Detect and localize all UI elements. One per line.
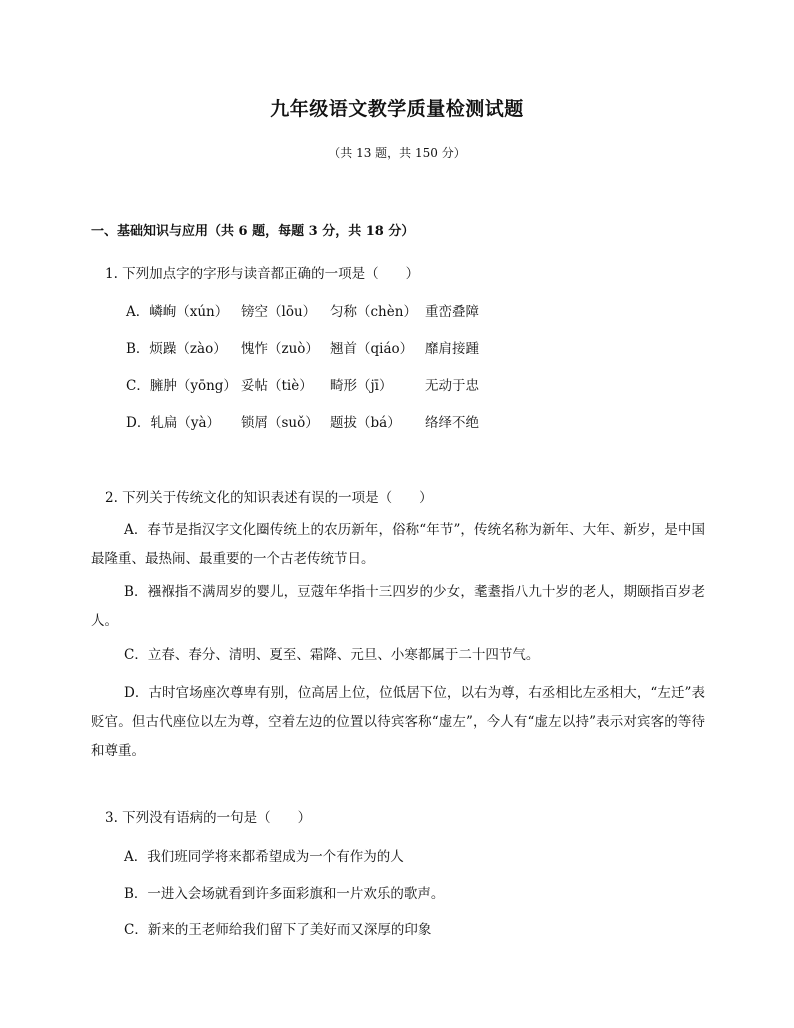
- option-cell: 畸形（jī）: [330, 378, 393, 394]
- option-cell: 镑空（lōu）: [241, 304, 317, 320]
- option-cell: 无动于忠: [425, 378, 479, 394]
- question-3-option-b: B．一进入会场就看到许多面彩旗和一片欢乐的歌声。: [124, 886, 445, 902]
- exam-title: 九年级语文教学质量检测试题: [270, 98, 524, 120]
- section-heading: 一、基础知识与应用（共 6 题，每题 3 分，共 18 分）: [91, 224, 415, 239]
- option-cell: 妥帖（tiè）: [241, 378, 313, 394]
- option-cell: 络绎不绝: [425, 415, 479, 431]
- question-2-option-a: A．春节是指汉字文化圈传统上的农历新年，俗称“年节”，传统名称为新年、大年、新岁，是中国最隆重、最热闹、最重要的一个古老传统节日。: [91, 522, 705, 567]
- option-cell: 题拔（bá）: [330, 415, 401, 431]
- option-cell: B．烦躁（zào）: [126, 341, 227, 357]
- exam-subtitle: （共 13 题，共 150 分）: [328, 146, 466, 160]
- question-3-stem: 3. 下列没有语病的一句是（ ）: [105, 810, 312, 826]
- option-cell: 翘首（qiáo）: [330, 341, 414, 357]
- question-2-option-d: D．古时官场座次尊卑有别，位高居上位，位低居下位，以右为尊，右丞相比左丞相大，“左迁”表贬官。但古代座位以左为尊，空着左边的位置以待宾客称“虚左”，今人有“虚左以持”表示对宾客的等待和尊重。: [91, 685, 705, 759]
- question-1-stem: 1. 下列加点字的字形与读音都正确的一项是（ ）: [105, 266, 420, 282]
- question-2-option-b: B．襁褓指不满周岁的婴儿，豆蔻年华指十三四岁的少女，耄耋指八九十岁的老人，期颐指百岁老人。: [91, 584, 705, 629]
- option-cell: 愧怍（zuò）: [241, 341, 319, 357]
- option-cell: 匀称（chèn）: [330, 304, 417, 320]
- option-cell: A．嶙峋（xún）: [126, 304, 229, 320]
- option-cell: 锁屑（suǒ）: [241, 415, 319, 431]
- question-3-option-a: A．我们班同学将来都希望成为一个有作为的人: [124, 849, 404, 865]
- option-cell: 重峦叠障: [425, 304, 479, 320]
- option-cell: D．轧扁（yà）: [126, 415, 220, 431]
- question-3-option-c: C．新来的王老师给我们留下了美好而又深厚的印象: [124, 922, 432, 938]
- question-2-stem: 2. 下列关于传统文化的知识表述有误的一项是（ ）: [105, 490, 433, 506]
- option-cell: 靡肩接踵: [425, 341, 479, 357]
- option-cell: C．臃肿（yōng）: [126, 378, 237, 394]
- question-2-option-c: C．立春、春分、清明、夏至、霜降、元旦、小寒都属于二十四节气。: [124, 647, 540, 663]
